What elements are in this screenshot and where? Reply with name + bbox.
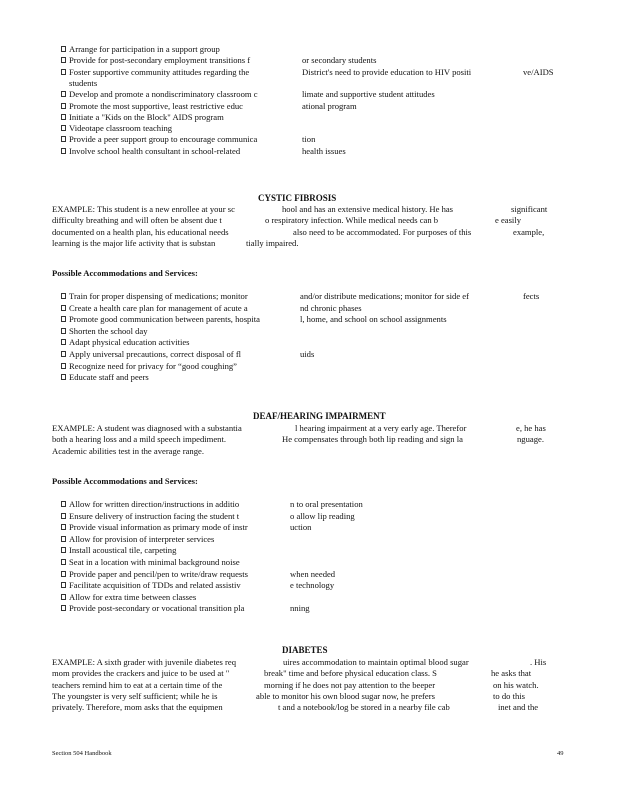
list-item-text-cont: nning — [290, 603, 310, 614]
bullet-checkbox-icon — [61, 571, 66, 577]
list-item-text: Seat in a location with minimal background noise — [69, 557, 240, 567]
bullet-checkbox-icon — [61, 328, 66, 334]
paragraph-line-cont: morning if he does not pay attention to the beeper — [264, 679, 436, 690]
paragraph-line: difficulty breathing and will often be absent due t — [52, 215, 222, 226]
list-item-text-cont: or secondary students — [302, 55, 377, 66]
list-item-text-end: fects — [523, 291, 540, 301]
list-item-text: Develop and promote a nondiscriminatory classroom c — [69, 89, 258, 100]
paragraph-line: The youngster is very self sufficient; while he is — [52, 690, 218, 701]
bullet-checkbox-icon — [61, 114, 66, 120]
list-item-text: Initiate a "Kids on the Block" AIDS program — [69, 111, 224, 122]
subsection-title: Possible Accommodations and Services: — [52, 268, 198, 278]
list-item-text-cont: limate and supportive student attitudes — [302, 89, 435, 100]
paragraph-line: privately. Therefore, mom asks that the equipmen — [52, 702, 223, 713]
paragraph-line-cont: t and a notebook/log be stored in a nearby file cab — [278, 702, 450, 713]
paragraph-line-cont: o respiratory infection. While medical needs can b — [265, 215, 439, 226]
list-item-text: Foster supportive community attitudes regarding the — [69, 66, 250, 77]
bullet-checkbox-icon — [61, 559, 66, 565]
paragraph-line-cont: uires accommodation to maintain optimal blood sugar — [283, 657, 469, 667]
paragraph-line-cont: tially impaired. — [246, 237, 299, 248]
bullet-checkbox-icon — [61, 136, 66, 142]
list-item-text: Allow for extra time between classes — [69, 591, 197, 602]
paragraph-line-end: e, he has — [516, 423, 546, 433]
paragraph-line: documented on a health plan, his educational needs — [52, 226, 229, 237]
bullet-checkbox-icon — [61, 91, 66, 97]
paragraph-line-cont: able to monitor his own blood sugar now, he prefers — [256, 690, 435, 701]
paragraph-line-end: inet and the — [498, 702, 539, 713]
list-item-text-cont: o allow lip reading — [290, 510, 355, 521]
bullet-checkbox-icon — [61, 148, 66, 154]
list-item-text-cont: ational program — [302, 100, 357, 111]
section-title: DIABETES — [282, 645, 328, 655]
bullet-checkbox-icon — [61, 605, 66, 611]
list-item-text: Allow for provision of interpreter services — [69, 533, 215, 544]
paragraph-line-end: nguage. — [517, 434, 544, 445]
paragraph-line: learning is the major life activity that is substan — [52, 237, 216, 248]
footer-title: Section 504 Handbook — [52, 750, 112, 757]
paragraph-line: teachers remind him to eat at a certain time of the — [52, 679, 223, 690]
list-item-text-cont: District's need to provide education to HIV positi — [302, 66, 472, 77]
bullet-checkbox-icon — [61, 351, 66, 357]
list-item-text-cont: e technology — [290, 580, 335, 591]
bullet-checkbox-icon — [61, 501, 66, 507]
list-item-text: Provide post-secondary or vocational transition pla — [69, 603, 245, 614]
bullet-checkbox-icon — [61, 103, 66, 109]
paragraph-line-end: to do this — [493, 690, 525, 701]
list-item-text: Provide a peer support group to encourage communica — [69, 134, 258, 145]
section-title: CYSTIC FIBROSIS — [258, 193, 337, 203]
paragraph-line-cont: hool and has an extensive medical history. He has — [282, 204, 454, 214]
paragraph-line: both a hearing loss and a mild speech impediment. — [52, 434, 226, 445]
list-item-text: Adapt physical education activities — [69, 337, 190, 348]
paragraph-line-end: example, — [513, 226, 545, 237]
list-item-text-cont: uids — [300, 349, 315, 359]
list-item-text: Allow for written direction/instructions in additio — [69, 499, 240, 509]
bullet-checkbox-icon — [61, 316, 66, 322]
list-item-text: Facilitate acquisition of TDDs and related assistiv — [69, 580, 241, 591]
list-item-text-cont: and/or distribute medications; monitor for side ef — [300, 291, 469, 301]
paragraph-line: EXAMPLE: This student is a new enrollee at your sc — [52, 204, 235, 214]
list-item-text-cont: n to oral presentation — [290, 499, 363, 509]
bullet-checkbox-icon — [61, 594, 66, 600]
bullet-checkbox-icon — [61, 582, 66, 588]
list-item-text-cont: tion — [302, 134, 316, 145]
bullet-checkbox-icon — [61, 374, 66, 380]
page-number: 49 — [557, 750, 564, 757]
list-item-text-cont: uction — [290, 522, 312, 533]
paragraph-line-end: e easily — [495, 215, 522, 226]
paragraph-line-end: . His — [530, 657, 547, 667]
paragraph-line-end: on his watch. — [493, 679, 539, 690]
bullet-checkbox-icon — [61, 69, 66, 75]
paragraph-line-cont: l hearing impairment at a very early age. Therefor — [295, 423, 467, 433]
bullet-checkbox-icon — [61, 536, 66, 542]
bullet-checkbox-icon — [61, 363, 66, 369]
list-item-text: Provide for post-secondary employment transitions f — [69, 55, 251, 66]
list-item-wrap: students — [69, 77, 98, 88]
section-title: DEAF/HEARING IMPAIRMENT — [253, 411, 386, 421]
bullet-checkbox-icon — [61, 547, 66, 553]
paragraph-line-cont: break" time and before physical education class. S — [264, 668, 437, 679]
paragraph-line-cont: also need to be accommodated. For purposes of this — [293, 226, 472, 237]
list-item-text: Create a health care plan for management of acute a — [69, 302, 248, 313]
list-item-text-cont: nd chronic phases — [300, 302, 362, 313]
list-item-text: Involve school health consultant in school-related — [69, 145, 241, 156]
list-item-text: Recognize need for privacy for “good coughing” — [69, 360, 237, 371]
list-item-text: Ensure delivery of instruction facing the student t — [69, 510, 240, 521]
paragraph-line: EXAMPLE: A student was diagnosed with a substantia — [52, 423, 242, 433]
list-item-text: Videotape classroom teaching — [69, 123, 173, 134]
list-item-text-cont: health issues — [302, 145, 346, 156]
paragraph-line: EXAMPLE: A sixth grader with juvenile diabetes req — [52, 657, 237, 667]
paragraph-line-cont: He compensates through both lip reading and sign la — [282, 434, 463, 445]
bullet-checkbox-icon — [61, 57, 66, 63]
bullet-checkbox-icon — [61, 339, 66, 345]
list-item-text: Install acoustical tile, carpeting — [69, 545, 177, 556]
bullet-checkbox-icon — [61, 524, 66, 530]
bullet-checkbox-icon — [61, 125, 66, 131]
list-item-text-end: ve/AIDS — [523, 66, 554, 77]
list-item-text: Apply universal precautions, correct disposal of fl — [69, 349, 242, 359]
list-item-text: Educate staff and peers — [69, 372, 149, 383]
list-item-text: Promote the most supportive, least restrictive educ — [69, 100, 243, 111]
paragraph-line: Academic abilities test in the average range. — [52, 445, 204, 456]
list-item-text: Shorten the school day — [69, 325, 148, 336]
list-item-text: Provide paper and pencil/pen to write/draw requests — [69, 568, 248, 579]
list-item-text: Provide visual information as primary mode of instr — [69, 522, 248, 533]
paragraph-line-end: significant — [511, 204, 548, 214]
bullet-checkbox-icon — [61, 46, 66, 52]
bullet-checkbox-icon — [61, 513, 66, 519]
bullet-checkbox-icon — [61, 305, 66, 311]
paragraph-line: mom provides the crackers and juice to be used at " — [52, 668, 230, 679]
list-item-text: Arrange for participation in a support group — [69, 44, 220, 54]
paragraph-line-end: he asks that — [491, 668, 532, 679]
list-item-text: Train for proper dispensing of medications; monitor — [69, 291, 248, 301]
list-item-text: Promote good communication between parents, hospita — [69, 314, 260, 325]
list-item-text-cont: when needed — [290, 568, 336, 579]
bullet-checkbox-icon — [61, 293, 66, 299]
subsection-title: Possible Accommodations and Services: — [52, 476, 198, 486]
list-item-text-cont: l, home, and school on school assignments — [300, 314, 447, 325]
